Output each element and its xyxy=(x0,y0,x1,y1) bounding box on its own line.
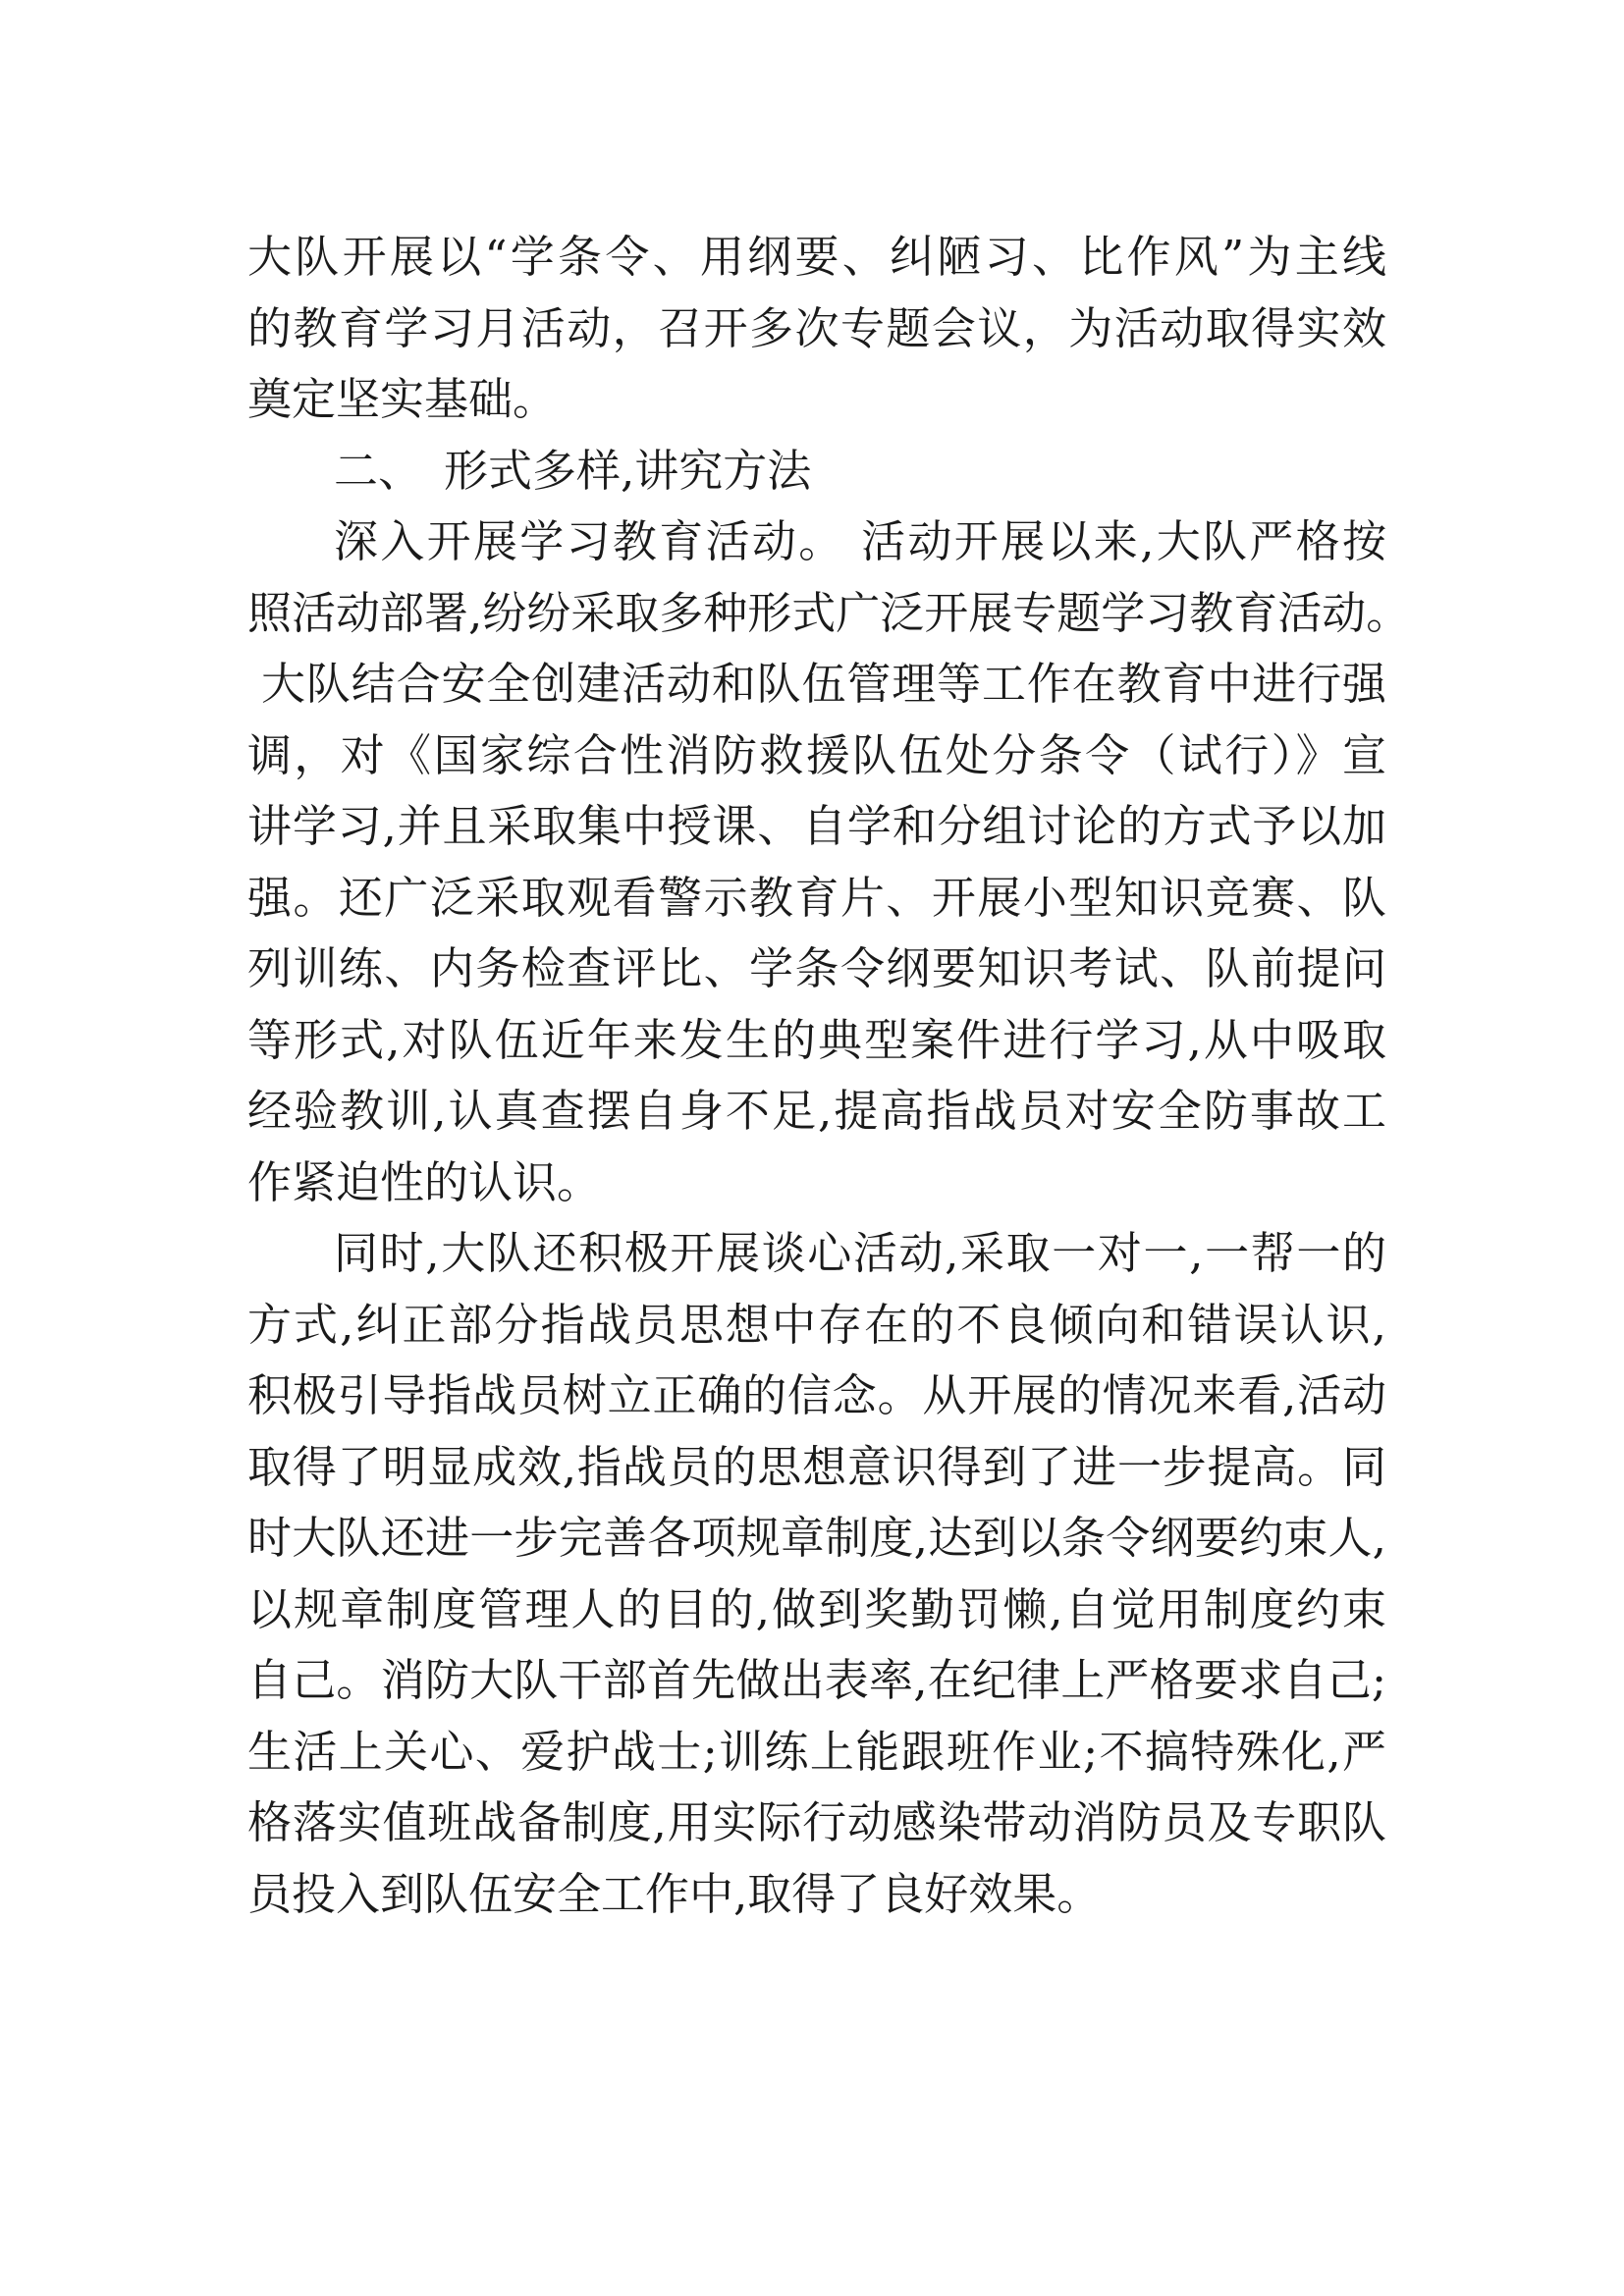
paragraph-3 xyxy=(247,1218,1386,1930)
paragraph-2-line-8: 等形式,对队伍近年来发生的典型案件进行学习,从中吸取 xyxy=(247,1013,1386,1066)
paragraph-2-line-1: 深入开展学习教育活动。 活动开展以来,大队严格按 xyxy=(334,515,1386,567)
section-heading-2 xyxy=(247,436,1386,507)
paragraph-2-line-10: 作紧迫性的认识。 xyxy=(247,1155,602,1208)
paragraph-3-line-3: 积极引导指战员树立正确的信念。从开展的情况来看,活动 xyxy=(247,1369,1386,1421)
section-heading-2-number: 二、 xyxy=(334,444,423,497)
paragraph-1-line-1: 大队开展以“学条令、用纲要、纠陋习、比作风”为主线 xyxy=(247,231,1386,283)
paragraph-3-line-5: 时大队还进一步完善各项规章制度,达到以条令纲要约束人, xyxy=(247,1512,1386,1564)
paragraph-3-line-9: 格落实值班战备制度,用实际行动感染带动消防员及专职队 xyxy=(247,1796,1386,1848)
paragraph-1 xyxy=(247,222,1386,436)
paragraph-3-line-7: 自己。消防大队干部首先做出表率,在纪律上严格要求自己; xyxy=(247,1654,1386,1706)
paragraph-2-line-4: 调，对《国家综合性消防救援队伍处分条令（试行）》宣 xyxy=(247,728,1386,781)
paragraph-2-line-7: 列训练、内务检查评比、学条令纲要知识考试、队前提问 xyxy=(247,942,1386,994)
paragraph-3-line-6: 以规章制度管理人的目的,做到奖勤罚懒,自觉用制度约束 xyxy=(247,1582,1386,1635)
paragraph-3-line-1: 同时,大队还积极开展谈心活动,采取一对一,一帮一的 xyxy=(334,1227,1386,1279)
paragraph-1-line-2: 的教育学习月活动，召开多次专题会议，为活动取得实效 xyxy=(247,301,1386,354)
paragraph-3-line-2: 方式,纠正部分指战员思想中存在的不良倾向和错误认识, xyxy=(247,1298,1386,1351)
paragraph-2-line-2: 照活动部署,纷纷采取多种形式广泛开展专题学习教育活动。 xyxy=(247,586,1411,639)
paragraph-2-line-6: 强。还广泛采取观看警示教育片、开展小型知识竞赛、队 xyxy=(247,871,1386,924)
paragraph-2 xyxy=(247,507,1411,1218)
paragraph-3-line-4: 取得了明显成效,指战员的思想意识得到了进一步提高。同 xyxy=(247,1440,1386,1493)
paragraph-2-line-3: 大队结合安全创建活动和队伍管理等工作在教育中进行强 xyxy=(261,658,1386,710)
document-body xyxy=(247,222,1411,1930)
section-heading-2-title: 形式多样,讲究方法 xyxy=(444,444,812,497)
paragraph-1-line-3: 奠定坚实基础。 xyxy=(247,373,558,425)
paragraph-3-line-8: 生活上关心、爱护战士;训练上能跟班作业;不搞特殊化,严 xyxy=(247,1725,1386,1778)
paragraph-2-line-9: 经验教训,认真查摆自身不足,提高指战员对安全防事故工 xyxy=(247,1085,1386,1137)
paragraph-3-line-10: 员投入到队伍安全工作中,取得了良好效果。 xyxy=(247,1867,1102,1920)
paragraph-2-line-5: 讲学习,并且采取集中授课、自学和分组讨论的方式予以加 xyxy=(247,800,1386,852)
